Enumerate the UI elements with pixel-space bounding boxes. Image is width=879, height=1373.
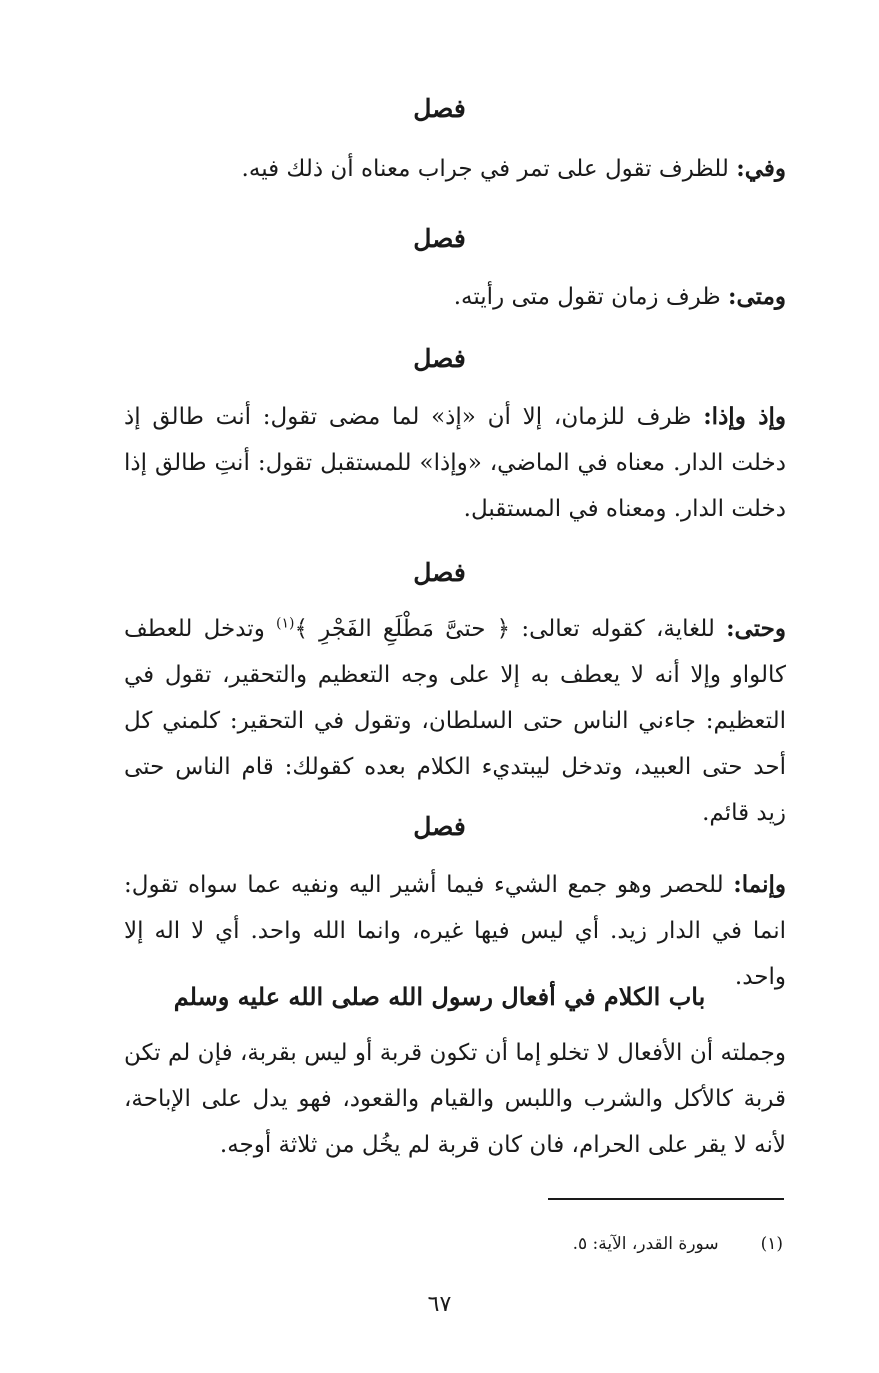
paragraph-fi (124, 146, 786, 192)
section-heading: فصل (413, 558, 466, 587)
paragraph-mata (124, 274, 786, 320)
paragraph-hatta (124, 606, 786, 836)
chapter-title: باب الكلام في أفعال رسول الله صلى الله عليه وسلم (173, 982, 706, 1011)
page-number: ٦٧ (427, 1292, 452, 1317)
term: وحتى: (726, 615, 786, 642)
paragraph-text: للغاية، كقوله تعالى: ﴿ حتىَّ مَطْلَعِ الفَجْرِ ﴾ (294, 616, 727, 642)
chapter-paragraph: وجملته أن الأفعال لا تخلو إما أن تكون قربة أو ليس بقربة، فإن لم تكن قربة كالأكل والشرب واللبس والقيام والقعود، فهو يدل على الإباحة، لأنه لا يقر على الحرام، فان كان قربة لم يخُل من ثلاثة أوجه. (124, 1040, 786, 1158)
section-heading: فصل (413, 812, 466, 841)
footnote-text: سورة القدر، الآية: ٥. (572, 1234, 719, 1254)
footnote-ref[interactable]: (١) (276, 615, 295, 632)
section-heading: فصل (413, 224, 466, 253)
paragraph-text: للحصر وهو جمع الشيء فيما أشير اليه ونفيه عما سواه تقول: انما في الدار زيد. أي ليس فيها غيره، وانما الله واحد. أي لا اله إلا واحد. (124, 872, 786, 990)
paragraph-text: للظرف تقول على تمر في جراب معناه أن ذلك فيه. (241, 156, 737, 182)
section-heading: فصل (413, 94, 466, 123)
paragraph-text: ظرف زمان تقول متى رأيته. (453, 284, 728, 310)
term: وفي: (736, 155, 786, 182)
term: ومتى: (727, 283, 786, 310)
footnote (573, 1232, 783, 1256)
paragraph-text: ظرف للزمان، إلا أن «إذ» لما مضى تقول: أنت طالق إذ دخلت الدار. معناه في الماضي، «وإذا» للمستقبل تقول: أنتِ طالق إذا دخلت الدار. ومعناه في المستقبل. (124, 404, 786, 522)
footnote-divider (548, 1198, 784, 1200)
term: وإذ وإذا: (703, 403, 786, 430)
section-heading: فصل (413, 344, 466, 373)
paragraph-text: وتدخل للعطف كالواو وإلا أنه لا يعطف به إلا على وجه التعظيم والتحقير، تقول في التعظيم: جاءني الناس حتى السلطان، وتقول في التحقير: كلمني كل أحد حتى العبيد، وتدخل ليبتديء الكلام بعده كقولك: قام الناس حتى زيد قائم. (124, 616, 786, 826)
paragraph-idh (124, 394, 786, 532)
footnote-number: (١) (760, 1234, 783, 1254)
term: وإنما: (733, 871, 786, 898)
